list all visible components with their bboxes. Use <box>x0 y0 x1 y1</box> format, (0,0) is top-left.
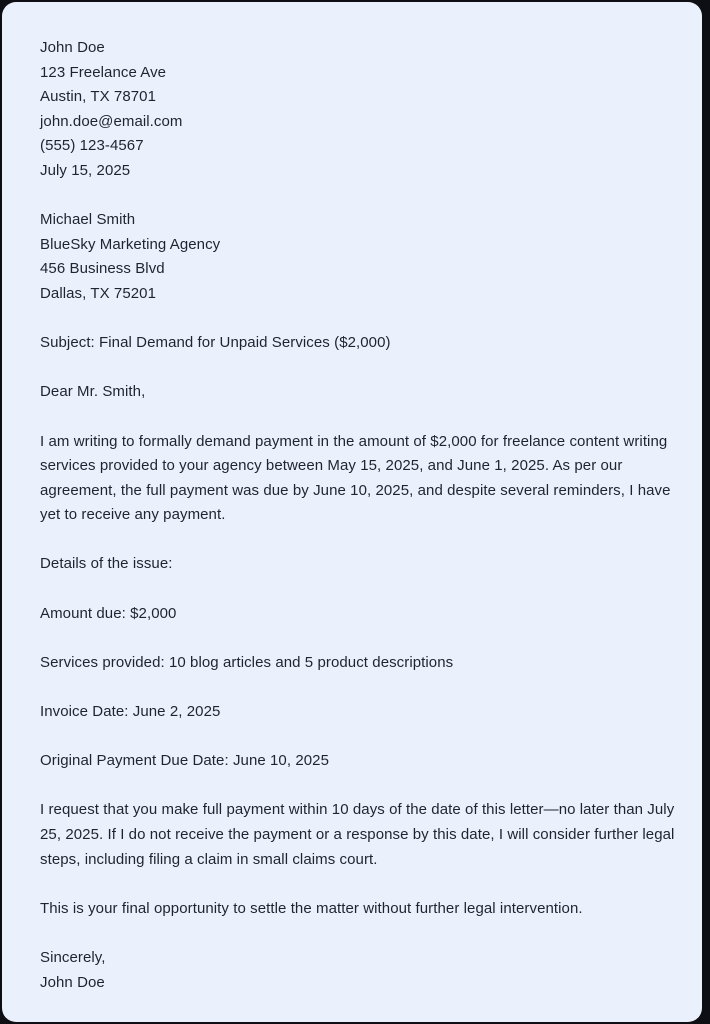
closing-block <box>40 946 688 995</box>
sender-city-state-zip: Austin, TX 78701 <box>40 88 156 106</box>
valediction: Sincerely, <box>40 948 106 966</box>
details-heading: Details of the issue: <box>40 555 173 573</box>
recipient-address-block <box>40 208 688 306</box>
sender-address-block <box>40 36 688 184</box>
letter-card <box>2 2 702 1022</box>
sender-street: 123 Freelance Ave <box>40 63 167 81</box>
letter-content <box>2 2 702 1015</box>
subject-line: Subject: Final Demand for Unpaid Services ($2,000) <box>40 334 391 352</box>
recipient-street: 456 Business Blvd <box>40 260 165 278</box>
sender-name: John Doe <box>40 39 105 56</box>
body-paragraph-3: This is your final opportunity to settle the matter without further legal intervention. <box>40 899 583 917</box>
detail-original-due-date: Original Payment Due Date: June 10, 2025 <box>40 752 330 770</box>
body-paragraph-2: I request that you make full payment within 10 days of the date of this letter—no later than July 25, 2025. If I do not receive the payment or a response by this date, I will consider further legal steps, including filing a claim in small claims court. <box>40 801 675 868</box>
detail-amount-due: Amount due: $2,000 <box>40 604 177 622</box>
recipient-city-state-zip: Dallas, TX 75201 <box>40 284 156 302</box>
letter-date: July 15, 2025 <box>40 161 131 179</box>
detail-services-provided: Services provided: 10 blog articles and 5 product descriptions <box>40 653 454 671</box>
salutation: Dear Mr. Smith, <box>40 383 146 401</box>
recipient-company: BlueSky Marketing Agency <box>40 235 221 253</box>
sender-phone: (555) 123-4567 <box>40 137 144 155</box>
sender-email: john.doe@email.com <box>40 112 183 130</box>
recipient-name: Michael Smith <box>40 211 136 229</box>
body-paragraph-1: I am writing to formally demand payment in the amount of $2,000 for freelance content writing services provided to your agency between May 15, 2025, and June 1, 2025. As per our agreement, the full payment was due by June 10, 2025, and despite several reminders, I have yet to receive any payment. <box>40 432 671 524</box>
detail-invoice-date: Invoice Date: June 2, 2025 <box>40 703 221 721</box>
signature-name: John Doe <box>40 973 105 991</box>
